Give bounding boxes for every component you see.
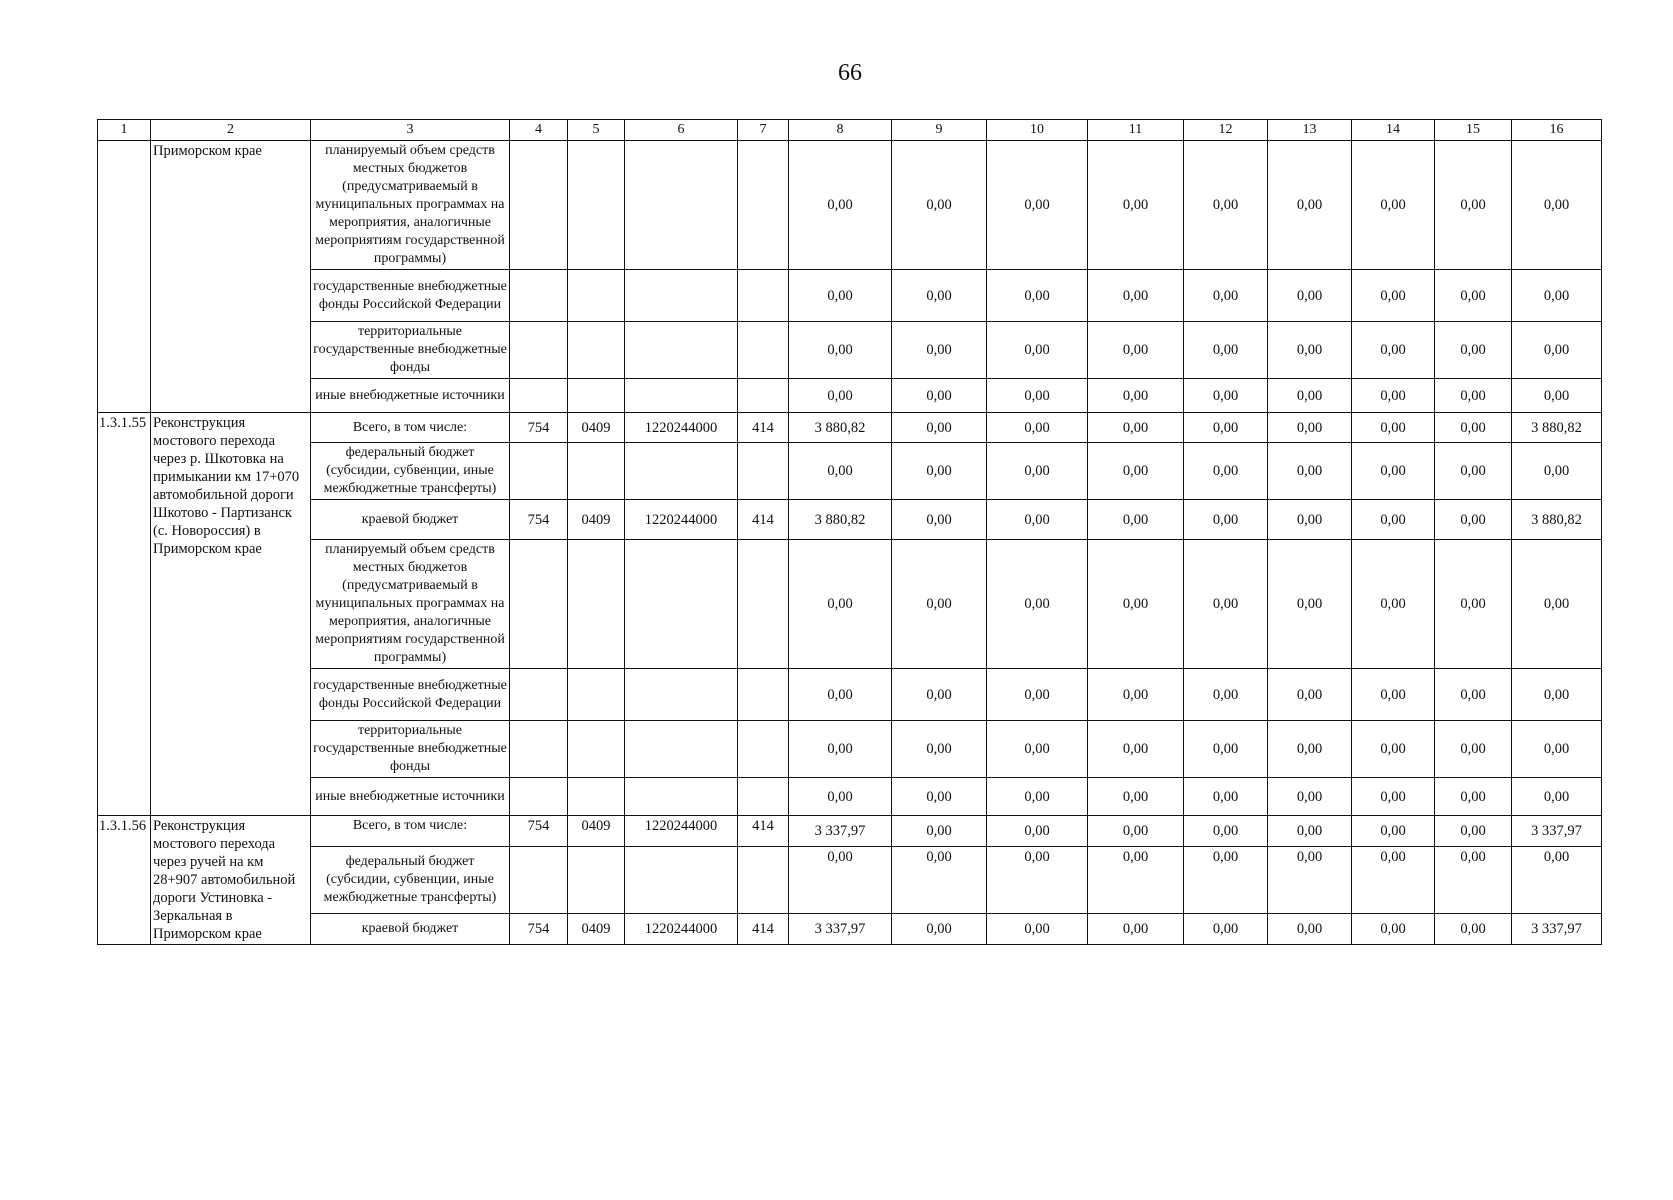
value-cell-col-13: 0,00: [1268, 379, 1352, 413]
value-cell-col-8: 0,00: [789, 721, 892, 778]
column-6-cell: [625, 847, 738, 914]
funding-source: федеральный бюджет (субсидии, субвенции, иные межбюджетные трансферты): [311, 443, 510, 500]
column-number: 6: [625, 120, 738, 141]
table-row: [98, 540, 1602, 669]
column-number: 15: [1435, 120, 1512, 141]
value-cell-col-9: 0,00: [892, 540, 987, 669]
column-7-cell: [738, 669, 789, 721]
value-cell-col-12: 0,00: [1184, 443, 1268, 500]
column-6-cell: [625, 721, 738, 778]
value-cell-col-10: 0,00: [987, 379, 1088, 413]
column-5-cell: [568, 141, 625, 270]
budget-table: [97, 119, 1602, 945]
item-name: Реконструкция мостового перехода через ручей на км 28+907 автомобильной дороги Устиновка - Зеркальная в Приморском крае: [151, 816, 311, 945]
value-cell-col-8: 0,00: [789, 669, 892, 721]
column-6-cell: [625, 322, 738, 379]
value-cell-col-8: 0,00: [789, 379, 892, 413]
item-code: 1.3.1.56: [98, 816, 151, 945]
value-cell-col-16: 3 337,97: [1512, 816, 1602, 847]
value-cell-col-9: 0,00: [892, 270, 987, 322]
column-6-cell: [625, 270, 738, 322]
value-cell-col-12: 0,00: [1184, 500, 1268, 540]
column-number-row: [98, 120, 1602, 141]
value-cell-col-15: 0,00: [1435, 816, 1512, 847]
value-cell-col-9: 0,00: [892, 778, 987, 816]
value-cell-col-15: 0,00: [1435, 721, 1512, 778]
value-cell-col-10: 0,00: [987, 443, 1088, 500]
value-cell-col-16: 0,00: [1512, 270, 1602, 322]
value-cell-col-9: 0,00: [892, 669, 987, 721]
value-cell-col-14: 0,00: [1352, 322, 1435, 379]
funding-source: территориальные государственные внебюджетные фонды: [311, 721, 510, 778]
value-cell-col-15: 0,00: [1435, 669, 1512, 721]
value-cell-col-16: 0,00: [1512, 669, 1602, 721]
column-number: 2: [151, 120, 311, 141]
value-cell-col-11: 0,00: [1088, 270, 1184, 322]
column-7-cell: 414: [738, 816, 789, 847]
column-7-cell: [738, 443, 789, 500]
value-cell-col-12: 0,00: [1184, 379, 1268, 413]
funding-source: территориальные государственные внебюджетные фонды: [311, 322, 510, 379]
column-number: 12: [1184, 120, 1268, 141]
value-cell-col-13: 0,00: [1268, 141, 1352, 270]
value-cell-col-11: 0,00: [1088, 816, 1184, 847]
value-cell-col-14: 0,00: [1352, 913, 1435, 944]
value-cell-col-13: 0,00: [1268, 669, 1352, 721]
value-cell-col-12: 0,00: [1184, 322, 1268, 379]
value-cell-col-14: 0,00: [1352, 847, 1435, 914]
column-6-cell: 1220244000: [625, 816, 738, 847]
column-4-cell: 754: [510, 500, 568, 540]
value-cell-col-11: 0,00: [1088, 913, 1184, 944]
value-cell-col-10: 0,00: [987, 413, 1088, 443]
table-row: [98, 913, 1602, 944]
value-cell-col-9: 0,00: [892, 721, 987, 778]
value-cell-col-13: 0,00: [1268, 500, 1352, 540]
column-number: 8: [789, 120, 892, 141]
table-row: [98, 379, 1602, 413]
item-code: [98, 141, 151, 413]
value-cell-col-12: 0,00: [1184, 141, 1268, 270]
value-cell-col-10: 0,00: [987, 816, 1088, 847]
column-4-cell: [510, 322, 568, 379]
funding-source: Всего, в том числе:: [311, 816, 510, 847]
value-cell-col-12: 0,00: [1184, 413, 1268, 443]
value-cell-col-12: 0,00: [1184, 540, 1268, 669]
value-cell-col-9: 0,00: [892, 141, 987, 270]
funding-source: краевой бюджет: [311, 913, 510, 944]
item-name: Реконструкция мостового перехода через р. Шкотовка на примыкании км 17+070 автомобильной дороги Шкотово - Партизанск (с. Новороссия) в Приморском крае: [151, 413, 311, 816]
column-number: 10: [987, 120, 1088, 141]
column-6-cell: 1220244000: [625, 913, 738, 944]
value-cell-col-15: 0,00: [1435, 847, 1512, 914]
column-4-cell: [510, 270, 568, 322]
value-cell-col-15: 0,00: [1435, 270, 1512, 322]
value-cell-col-11: 0,00: [1088, 500, 1184, 540]
table-row: [98, 270, 1602, 322]
column-4-cell: [510, 141, 568, 270]
column-4-cell: 754: [510, 913, 568, 944]
value-cell-col-10: 0,00: [987, 721, 1088, 778]
value-cell-col-16: 3 880,82: [1512, 500, 1602, 540]
value-cell-col-11: 0,00: [1088, 413, 1184, 443]
value-cell-col-14: 0,00: [1352, 778, 1435, 816]
funding-source: государственные внебюджетные фонды Российской Федерации: [311, 270, 510, 322]
value-cell-col-12: 0,00: [1184, 778, 1268, 816]
column-4-cell: 754: [510, 413, 568, 443]
value-cell-col-13: 0,00: [1268, 721, 1352, 778]
funding-source: планируемый объем средств местных бюджетов (предусматриваемый в муниципальных программах на мероприятия, аналогичные мероприятиям государственной программы): [311, 540, 510, 669]
column-6-cell: [625, 379, 738, 413]
value-cell-col-13: 0,00: [1268, 413, 1352, 443]
value-cell-col-14: 0,00: [1352, 721, 1435, 778]
value-cell-col-9: 0,00: [892, 413, 987, 443]
value-cell-col-16: 3 880,82: [1512, 413, 1602, 443]
funding-source: планируемый объем средств местных бюджетов (предусматриваемый в муниципальных программах на мероприятия, аналогичные мероприятиям государственной программы): [311, 141, 510, 270]
value-cell-col-16: 0,00: [1512, 379, 1602, 413]
value-cell-col-12: 0,00: [1184, 721, 1268, 778]
value-cell-col-11: 0,00: [1088, 721, 1184, 778]
column-5-cell: [568, 669, 625, 721]
value-cell-col-10: 0,00: [987, 847, 1088, 914]
column-number: 3: [311, 120, 510, 141]
column-4-cell: [510, 669, 568, 721]
value-cell-col-16: 3 337,97: [1512, 913, 1602, 944]
table-row: [98, 847, 1602, 914]
funding-source: федеральный бюджет (субсидии, субвенции, иные межбюджетные трансферты): [311, 847, 510, 914]
page-number: 66: [838, 60, 862, 86]
value-cell-col-12: 0,00: [1184, 669, 1268, 721]
column-5-cell: [568, 540, 625, 669]
column-7-cell: [738, 270, 789, 322]
column-6-cell: [625, 540, 738, 669]
column-4-cell: [510, 721, 568, 778]
value-cell-col-11: 0,00: [1088, 141, 1184, 270]
value-cell-col-12: 0,00: [1184, 270, 1268, 322]
column-7-cell: [738, 540, 789, 669]
value-cell-col-13: 0,00: [1268, 816, 1352, 847]
value-cell-col-13: 0,00: [1268, 540, 1352, 669]
value-cell-col-12: 0,00: [1184, 913, 1268, 944]
value-cell-col-16: 0,00: [1512, 443, 1602, 500]
table-row: [98, 322, 1602, 379]
value-cell-col-11: 0,00: [1088, 540, 1184, 669]
column-5-cell: [568, 778, 625, 816]
column-number: 7: [738, 120, 789, 141]
value-cell-col-8: 0,00: [789, 443, 892, 500]
value-cell-col-10: 0,00: [987, 913, 1088, 944]
column-5-cell: [568, 270, 625, 322]
column-number: 4: [510, 120, 568, 141]
column-number: 5: [568, 120, 625, 141]
column-5-cell: [568, 847, 625, 914]
column-6-cell: [625, 778, 738, 816]
value-cell-col-14: 0,00: [1352, 443, 1435, 500]
funding-source: иные внебюджетные источники: [311, 778, 510, 816]
table-row: [98, 141, 1602, 270]
column-number: 14: [1352, 120, 1435, 141]
column-4-cell: [510, 847, 568, 914]
value-cell-col-15: 0,00: [1435, 778, 1512, 816]
value-cell-col-10: 0,00: [987, 500, 1088, 540]
column-number: 16: [1512, 120, 1602, 141]
value-cell-col-14: 0,00: [1352, 500, 1435, 540]
table-row: [98, 721, 1602, 778]
value-cell-col-15: 0,00: [1435, 913, 1512, 944]
column-5-cell: 0409: [568, 913, 625, 944]
value-cell-col-15: 0,00: [1435, 379, 1512, 413]
value-cell-col-16: 0,00: [1512, 141, 1602, 270]
value-cell-col-8: 0,00: [789, 270, 892, 322]
value-cell-col-8: 0,00: [789, 322, 892, 379]
column-6-cell: [625, 443, 738, 500]
value-cell-col-9: 0,00: [892, 443, 987, 500]
column-7-cell: [738, 847, 789, 914]
column-6-cell: [625, 669, 738, 721]
column-4-cell: [510, 379, 568, 413]
column-5-cell: [568, 721, 625, 778]
funding-source: Всего, в том числе:: [311, 413, 510, 443]
value-cell-col-15: 0,00: [1435, 540, 1512, 669]
value-cell-col-14: 0,00: [1352, 413, 1435, 443]
column-5-cell: [568, 443, 625, 500]
value-cell-col-13: 0,00: [1268, 778, 1352, 816]
funding-source: иные внебюджетные источники: [311, 379, 510, 413]
table-row: [98, 816, 1602, 847]
column-number: 1: [98, 120, 151, 141]
column-6-cell: [625, 141, 738, 270]
value-cell-col-16: 0,00: [1512, 721, 1602, 778]
value-cell-col-12: 0,00: [1184, 816, 1268, 847]
value-cell-col-16: 0,00: [1512, 847, 1602, 914]
value-cell-col-10: 0,00: [987, 270, 1088, 322]
column-6-cell: 1220244000: [625, 413, 738, 443]
table-row: [98, 669, 1602, 721]
value-cell-col-14: 0,00: [1352, 270, 1435, 322]
value-cell-col-13: 0,00: [1268, 443, 1352, 500]
column-5-cell: [568, 379, 625, 413]
table-row: [98, 500, 1602, 540]
value-cell-col-9: 0,00: [892, 816, 987, 847]
column-7-cell: 414: [738, 413, 789, 443]
value-cell-col-10: 0,00: [987, 540, 1088, 669]
table-row: [98, 778, 1602, 816]
column-7-cell: [738, 322, 789, 379]
value-cell-col-10: 0,00: [987, 141, 1088, 270]
column-7-cell: 414: [738, 500, 789, 540]
value-cell-col-13: 0,00: [1268, 913, 1352, 944]
value-cell-col-8: 3 880,82: [789, 413, 892, 443]
value-cell-col-9: 0,00: [892, 379, 987, 413]
column-7-cell: [738, 778, 789, 816]
table-body: [98, 120, 1602, 945]
value-cell-col-14: 0,00: [1352, 816, 1435, 847]
column-4-cell: [510, 443, 568, 500]
column-number: 11: [1088, 120, 1184, 141]
value-cell-col-15: 0,00: [1435, 322, 1512, 379]
item-code: 1.3.1.55: [98, 413, 151, 816]
value-cell-col-8: 3 880,82: [789, 500, 892, 540]
value-cell-col-8: 0,00: [789, 778, 892, 816]
value-cell-col-15: 0,00: [1435, 141, 1512, 270]
column-number: 9: [892, 120, 987, 141]
column-6-cell: 1220244000: [625, 500, 738, 540]
column-number: 13: [1268, 120, 1352, 141]
value-cell-col-14: 0,00: [1352, 379, 1435, 413]
value-cell-col-8: 0,00: [789, 847, 892, 914]
column-4-cell: [510, 540, 568, 669]
value-cell-col-11: 0,00: [1088, 379, 1184, 413]
funding-source: государственные внебюджетные фонды Российской Федерации: [311, 669, 510, 721]
value-cell-col-14: 0,00: [1352, 540, 1435, 669]
value-cell-col-14: 0,00: [1352, 669, 1435, 721]
value-cell-col-10: 0,00: [987, 322, 1088, 379]
column-5-cell: 0409: [568, 413, 625, 443]
value-cell-col-9: 0,00: [892, 500, 987, 540]
value-cell-col-9: 0,00: [892, 847, 987, 914]
value-cell-col-10: 0,00: [987, 778, 1088, 816]
value-cell-col-11: 0,00: [1088, 669, 1184, 721]
value-cell-col-14: 0,00: [1352, 141, 1435, 270]
column-7-cell: 414: [738, 913, 789, 944]
value-cell-col-12: 0,00: [1184, 847, 1268, 914]
value-cell-col-8: 0,00: [789, 540, 892, 669]
value-cell-col-9: 0,00: [892, 913, 987, 944]
value-cell-col-16: 0,00: [1512, 322, 1602, 379]
table-row: [98, 413, 1602, 443]
column-7-cell: [738, 721, 789, 778]
value-cell-col-8: 3 337,97: [789, 816, 892, 847]
value-cell-col-15: 0,00: [1435, 413, 1512, 443]
column-5-cell: 0409: [568, 816, 625, 847]
value-cell-col-13: 0,00: [1268, 322, 1352, 379]
column-4-cell: 754: [510, 816, 568, 847]
value-cell-col-8: 3 337,97: [789, 913, 892, 944]
value-cell-col-9: 0,00: [892, 322, 987, 379]
value-cell-col-15: 0,00: [1435, 443, 1512, 500]
value-cell-col-11: 0,00: [1088, 778, 1184, 816]
table-row: [98, 443, 1602, 500]
column-4-cell: [510, 778, 568, 816]
value-cell-col-16: 0,00: [1512, 540, 1602, 669]
funding-source: краевой бюджет: [311, 500, 510, 540]
column-7-cell: [738, 379, 789, 413]
item-name: Приморском крае: [151, 141, 311, 413]
column-7-cell: [738, 141, 789, 270]
value-cell-col-11: 0,00: [1088, 322, 1184, 379]
column-5-cell: [568, 322, 625, 379]
value-cell-col-10: 0,00: [987, 669, 1088, 721]
value-cell-col-15: 0,00: [1435, 500, 1512, 540]
value-cell-col-13: 0,00: [1268, 847, 1352, 914]
value-cell-col-11: 0,00: [1088, 847, 1184, 914]
column-5-cell: 0409: [568, 500, 625, 540]
value-cell-col-16: 0,00: [1512, 778, 1602, 816]
value-cell-col-13: 0,00: [1268, 270, 1352, 322]
value-cell-col-11: 0,00: [1088, 443, 1184, 500]
value-cell-col-8: 0,00: [789, 141, 892, 270]
